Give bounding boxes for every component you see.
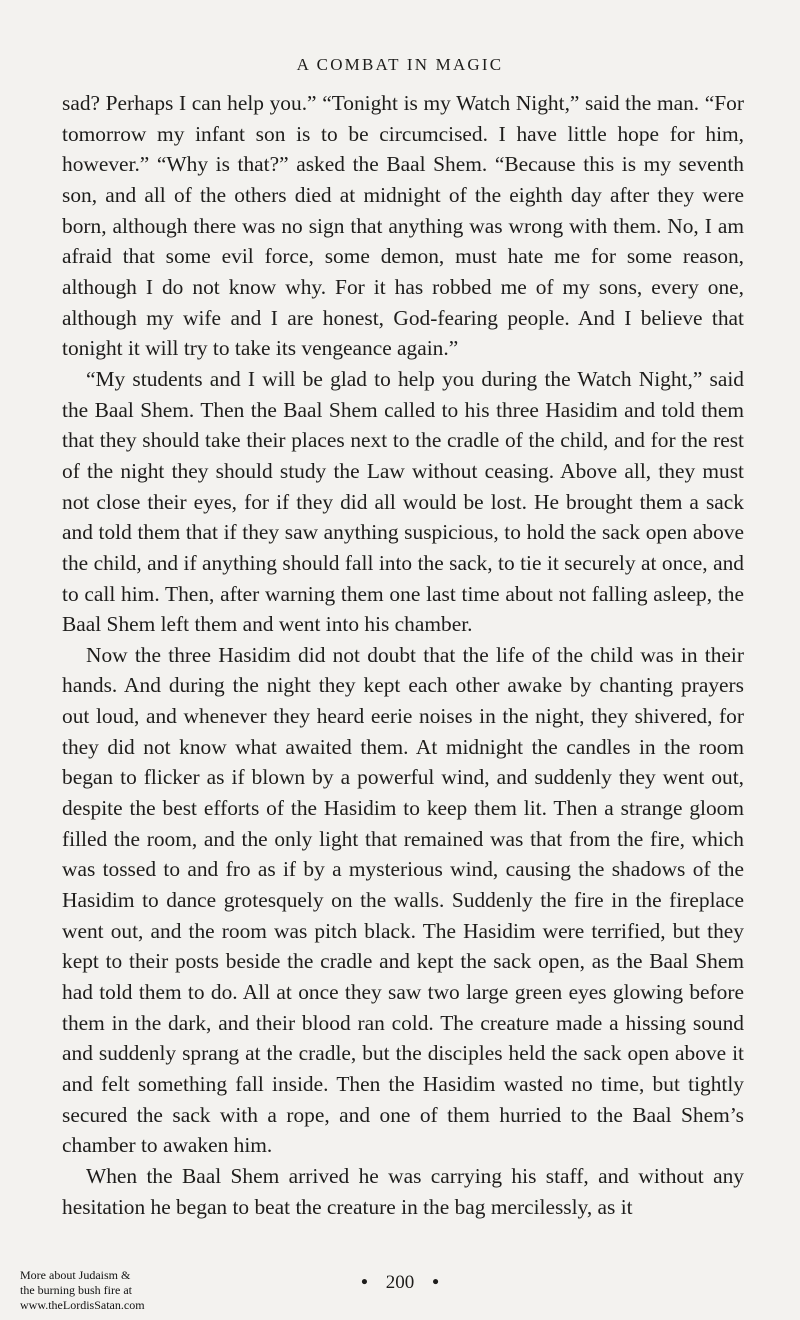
paragraph-1: sad? Perhaps I can help you.” “Tonight is my Watch Night,” said the man. “For tomorrow my infant son is to be circumcised. I have little hope for him, however.” “Why is that?” asked the Baal Shem. “Because this is my seventh son, and all of the others died at midnight of the eighth day after they were born, although there was no sign that anything was wrong with them. No, I am afraid that some evil force, some demon, must hate me for some reason, although I do not know why. For it has robbed me of my sons, every one, although my wife and I are honest, God-fearing people. And I believe that tonight it will try to take its vengeance again.” [62,91,744,361]
running-header: A COMBAT IN MAGIC [296,55,504,74]
page-number: 200 [385,1272,415,1293]
left-bullet-icon: • [361,1272,368,1293]
paragraph-2: “My students and I will be glad to help you during the Watch Night,” said the Baal Shem. Then the Baal Shem called to his three Hasidim and told them that they should take their places next to the cradle of the child, and for the rest of the night they should study the Law without ceasing. Above all, they must not close their eyes, for if they did all would be lost. He brought them a sack and told them that if they saw anything suspicious, to hold the sack open above the child, and if anything should fall into the sack, to tie it securely at once, and to call him. Then, after warning them one last time about not falling asleep, the Baal Shem left them and went into his chamber. [62,366,744,637]
footer-note-line-2: the burning bush fire at [20,1283,132,1297]
footer-note-line-1: More about Judaism & [20,1268,131,1282]
footer-note-line-3: www.theLordisSatan.com [20,1298,145,1312]
body-text [62,88,744,1222]
footer-note [20,1268,145,1313]
paragraph-4: When the Baal Shem arrived he was carrying his staff, and without any hesitation he began to beat the creature in the bag mercilessly, as it [62,1163,744,1219]
right-bullet-icon: • [432,1272,439,1293]
paragraph-3: Now the three Hasidim did not doubt that the life of the child was in their hands. And during the night they kept each other awake by chanting prayers out loud, and whenever they heard eerie noises in the night, they shivered, for they did not know what awaited them. At midnight the candles in the room began to flicker as if blown by a powerful wind, and suddenly they went out, despite the best efforts of the Hasidim to keep them lit. Then a strange gloom filled the room, and the only light that remained was that from the fire, which was tossed to and fro as if by a mysterious wind, causing the shadows of the Hasidim to dance grotesquely on the walls. Suddenly the fire in the fireplace went out, and the room was pitch black. The Hasidim were terrified, but they kept to their posts beside the cradle and kept the sack open, as the Baal Shem had told them to do. All at once they saw two large green eyes glowing before them in the dark, and their blood ran cold. The creature made a hissing sound and suddenly sprang at the cradle, but the disciples held the sack open above it and felt something fall inside. Then the Hasidim wasted no time, but tightly secured the sack with a rope, and one of them hurried to the Baal Shem’s chamber to awaken him. [62,642,744,1158]
